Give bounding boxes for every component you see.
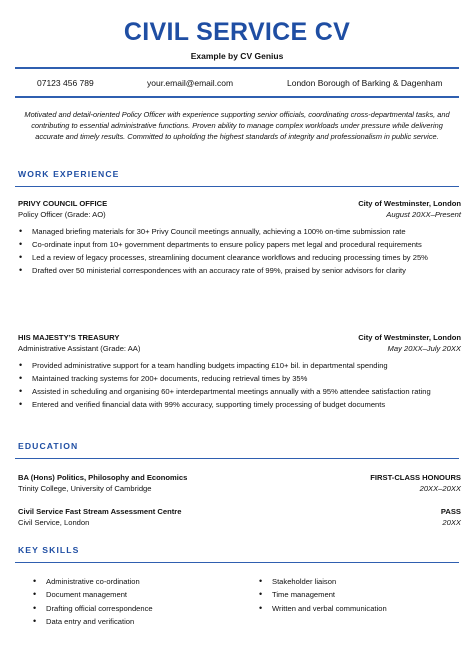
job-employer: HIS MAJESTY’S TREASURY [18,333,120,342]
section-heading-experience: WORK EXPERIENCE [18,169,120,179]
section-divider-education [15,458,459,459]
list-item: • Managed briefing materials for 30+ Privy Council meetings annually, achieving a 100% on-time submission rate [32,226,442,237]
list-item: • Entered and verified financial data with 99% accuracy, supporting timely processing of budget documents [32,399,442,410]
job-dates: May 20XX–July 20XX [387,344,461,353]
header-divider-bottom [15,96,459,98]
list-item: • Provided administrative support for a team handling budgets impacting £10+ bil. in departmental spending [32,360,442,371]
list-item: • Data entry and verification [46,616,153,627]
list-item: • Document management [46,589,153,600]
education-header-row [18,473,461,484]
skills-list-right [272,576,387,616]
list-item: • Led a review of legacy processes, streamlining document clearance workflows and reducing processing times by 25% [32,252,442,263]
job-role: Policy Officer (Grade: AO) [18,210,106,219]
education-header-row [18,507,461,518]
profile-summary: Motivated and detail-oriented Policy Officer with experience supporting senior officials, coordinating cross-departmental tasks, and contributing to essential administrative functions. Proven ability to manage complex workloads under pressure while delivering accurate and timely results. Committed to upholding the highest standards of integrity and professionalism in public service. [24,110,450,141]
education-dates: 20XX–20XX [419,484,461,493]
job-employer: PRIVY COUNCIL OFFICE [18,199,108,208]
job-location: City of Westminster, London [358,333,461,342]
education-institution: Civil Service, London [18,518,90,527]
section-heading-education: EDUCATION [18,441,79,451]
education-qualification: Civil Service Fast Stream Assessment Centre [18,507,182,516]
education-qualification: BA (Hons) Politics, Philosophy and Economics [18,473,188,482]
list-item: • Assisted in scheduling and organising 60+ interdepartmental meetings annually with a 95% attendee satisfaction rating [32,386,442,397]
list-item: • Time management [272,589,387,600]
cv-title: CIVIL SERVICE CV [123,18,351,46]
education-result: PASS [440,507,461,516]
list-item: • Co-ordinate input from 10+ government departments to ensure policy papers met legal and procedural requirements [32,239,442,250]
section-heading-skills: KEY SKILLS [18,545,80,555]
list-item: • Written and verbal communication [272,603,387,614]
job-header-row [18,333,461,344]
job-dates: August 20XX–Present [386,210,461,219]
list-item: • Drafting official correspondence [46,603,153,614]
contact-phone: 07123 456 789 [37,78,94,88]
job-bullets [32,226,442,278]
header-divider-top [15,67,459,69]
list-item: • Maintained tracking systems for 200+ documents, reducing retrieval times by 35% [32,373,442,384]
job-role: Administrative Assistant (Grade: AA) [18,344,141,353]
skills-list-left [46,576,153,629]
list-item: • Stakeholder liaison [272,576,387,587]
education-result: FIRST-CLASS HONOURS [370,473,461,482]
job-bullets [32,360,442,412]
section-divider-skills [15,562,459,563]
contact-location: London Borough of Barking & Dagenham [287,78,443,88]
list-item: • Administrative co-ordination [46,576,153,587]
education-detail-row [18,518,461,529]
job-role-row [18,344,461,355]
contact-email[interactable]: your.email@email.com [147,78,234,88]
education-detail-row [18,484,461,495]
job-header-row [18,199,461,210]
education-dates: 20XX [442,518,461,527]
education-institution: Trinity College, University of Cambridge [18,484,152,493]
job-location: City of Westminster, London [358,199,461,208]
section-divider-experience [15,186,459,187]
cv-subtitle: Example by CV Genius [190,51,284,61]
job-role-row [18,210,461,221]
list-item: • Drafted over 50 ministerial correspondences with an accuracy rate of 99%, praised by senior advisors for clarity [32,265,442,276]
